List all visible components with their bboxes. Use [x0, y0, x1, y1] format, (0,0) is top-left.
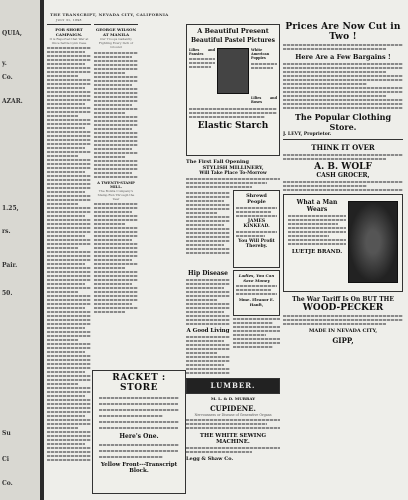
- masthead-date: JULY 31, 1898: [56, 18, 82, 22]
- popular-store-head: The Popular Clothing Store.: [294, 112, 392, 132]
- starch-box-illustration: [217, 48, 249, 94]
- col2-section-head: A TWENTY-STAMP MILL.: [97, 180, 135, 189]
- col1-headline: FOR SHORT CAMPAIGN.: [55, 27, 83, 37]
- gipp-signature: GIPP,: [332, 336, 354, 345]
- man-illustration: [348, 201, 398, 283]
- col2-headline: GEORGE WILSON AT MANILA: [95, 27, 137, 37]
- millinery-head: STYLISH MILLINERY,: [202, 165, 264, 171]
- kinkead-tagline: You Will Profit Thereby.: [238, 239, 275, 249]
- luetje-ad: [283, 194, 403, 292]
- ad-product: Elastic Starch: [197, 121, 269, 132]
- ad-item: White American Poppies: [251, 48, 270, 61]
- ladies-ad: [233, 270, 280, 316]
- white-sewing-machine-head: THE WHITE SEWING MACHINE.: [199, 433, 267, 446]
- edge-fragment: 50.: [2, 290, 13, 297]
- edge-fragment: AZAR.: [2, 98, 23, 105]
- edge-fragment: Co.: [2, 480, 13, 487]
- edge-fragment: y.: [2, 60, 7, 67]
- kinkead-ad: [233, 190, 280, 268]
- edge-fragment: Su: [2, 430, 11, 437]
- kinkead-ad-head: Shrewd People: [246, 193, 267, 205]
- luetje-ad-head: What a Man Wears: [296, 199, 338, 213]
- col1-subhead: It is Reported that War at Once Settle Lynn Case: [49, 37, 89, 46]
- page-binding: [40, 0, 44, 500]
- ad-subtitle: Beautiful Pastel Pictures: [190, 37, 275, 44]
- racket-store-one: Here's One.: [119, 433, 159, 440]
- racket-store-footer: Yellow Front---Transcript Block.: [100, 462, 178, 474]
- ladies-ad-name: Mme. Eleanor E. Hanft,: [238, 297, 275, 307]
- edge-fragment: 1.25,: [2, 205, 19, 212]
- kinkead-name: JAMES KINKEAD.: [243, 219, 270, 229]
- racket-store-title: RACKET : STORE: [112, 373, 166, 393]
- edge-fragment: Pair.: [2, 262, 18, 269]
- wolf-name: A. B. WOLF: [314, 162, 372, 172]
- prices-head: Prices Are Now Cut in Two !: [285, 22, 401, 42]
- edge-fragment: QUIA,: [2, 30, 23, 37]
- think-it-over-head: THINK IT OVER: [311, 143, 375, 152]
- wolf-business: CASH GROCER,: [316, 172, 370, 179]
- col2-section-subhead: The Bonita Company's Stamp Run Through the Year: [97, 188, 135, 202]
- column-3: [186, 22, 280, 496]
- masthead-title: THE TRANSCRIPT, NEVADA CITY, CALIFORNIA: [50, 12, 169, 17]
- bargains-head: Here Are a Few Bargains !: [295, 53, 391, 61]
- edge-fragment: Co.: [2, 74, 13, 81]
- pastel-pictures-ad: [186, 24, 280, 156]
- racket-store-ad: [92, 370, 186, 494]
- edge-fragment: rs.: [2, 228, 11, 235]
- column-1: [47, 22, 91, 492]
- legg-shaw: Legg & Shaw Co.: [186, 456, 234, 463]
- lumber-sub: M. L. & D. MURRAY: [210, 396, 256, 401]
- ad-item: Lilies and Roses: [251, 96, 277, 105]
- ad-item: Lilies and Pansies: [189, 48, 215, 57]
- hip-disease-head: Hip Disease: [188, 270, 228, 277]
- fall-opening-head: The First Fall Opening: [186, 159, 249, 165]
- adjacent-page-edge: [0, 0, 43, 500]
- column-4: [283, 22, 403, 496]
- store-proprietor: J. LEVY, Proprietor.: [283, 132, 332, 137]
- good-living-head: A Good Living: [186, 328, 230, 334]
- ad-title: A Beautiful Present: [197, 27, 269, 35]
- ladies-ad-head: Ladies, You Can Save Money: [238, 273, 275, 283]
- cupidene-sub: Nervousness or Disease of Generative Organs: [194, 413, 272, 417]
- nevada-city-note: MADE IN NEVADA CITY,: [308, 328, 378, 334]
- col2-subhead: Our Troops Gallantly Fighting Every Inch of Ground: [98, 37, 134, 50]
- millinery-subhead: Will Take Place To-Morrow: [199, 171, 267, 176]
- lumber-banner: [186, 378, 280, 394]
- column-2: [94, 22, 138, 322]
- cupidene-head: CUPIDENE.: [210, 404, 256, 413]
- luetje-brand: LUETJE BRAND.: [291, 249, 343, 255]
- edge-fragment: Ci: [2, 456, 10, 463]
- woodpecker-head: WOOD-PECKER: [302, 303, 384, 313]
- lumber-head: LUMBER.: [210, 381, 256, 390]
- tariff-head: The War Tariff Is On BUT THE: [292, 296, 394, 303]
